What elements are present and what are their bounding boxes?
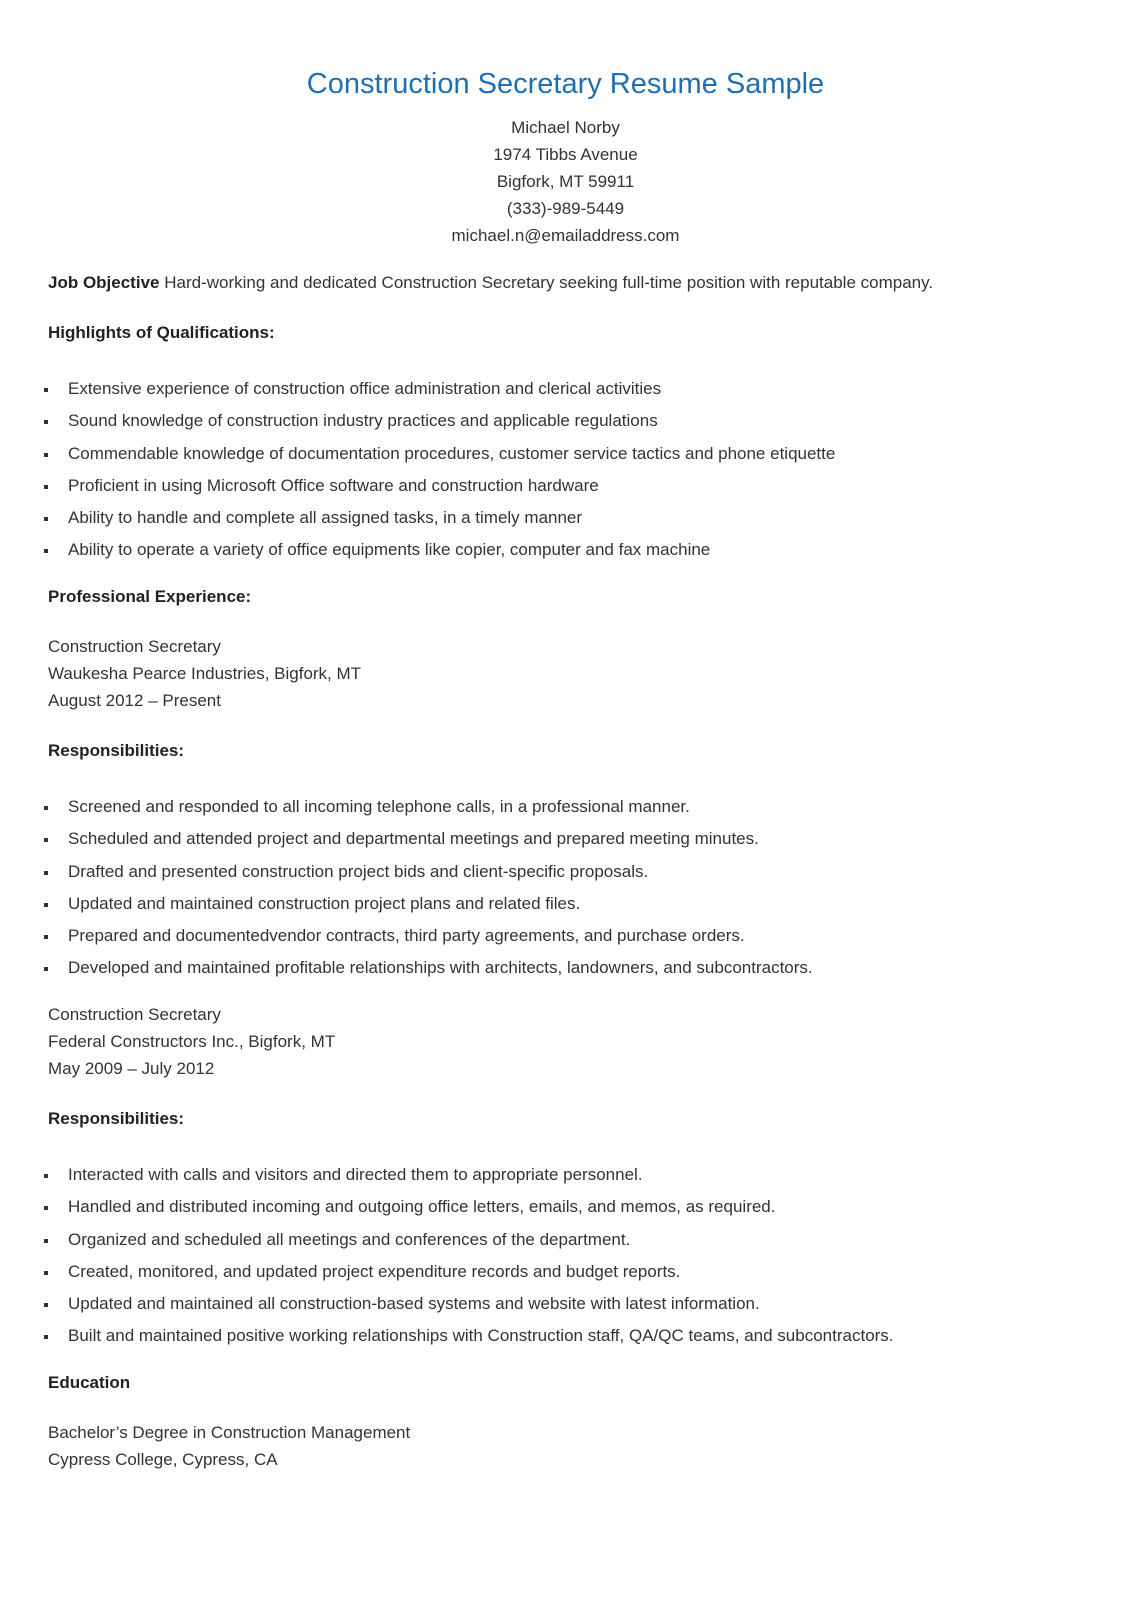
- list-item: Ability to handle and complete all assigned tasks, in a timely manner: [48, 507, 1088, 539]
- highlights-heading: Highlights of Qualifications:: [48, 323, 275, 342]
- job-company: Federal Constructors Inc., Bigfork, MT: [48, 1032, 336, 1051]
- experience-section: [48, 586, 1088, 608]
- list-item: Sound knowledge of construction industry practices and applicable regulations: [48, 410, 1088, 442]
- job-title: Construction Secretary: [48, 1005, 221, 1024]
- list-item: Interacted with calls and visitors and directed them to appropriate personnel.: [48, 1164, 1088, 1196]
- job-2-resp-heading-wrap: [48, 1108, 1088, 1130]
- job-title: Construction Secretary: [48, 637, 221, 656]
- job-dates: May 2009 – July 2012: [48, 1059, 215, 1078]
- contact-street: 1974 Tibbs Avenue: [493, 145, 638, 164]
- list-item: Built and maintained positive working relationships with Construction staff, QA/QC teams, and subcontractors.: [48, 1325, 1088, 1357]
- education-info: [48, 1422, 1088, 1476]
- education-heading: Education: [48, 1373, 131, 1392]
- contact-block: [0, 114, 1131, 249]
- job-1-resp-heading-wrap: [48, 740, 1088, 762]
- contact-city: Bigfork, MT 59911: [496, 172, 635, 191]
- list-item: Ability to operate a variety of office equipments like copier, computer and fax machine: [48, 539, 1088, 571]
- job-dates: August 2012 – Present: [48, 691, 221, 710]
- list-item: Developed and maintained profitable relationships with architects, landowners, and subcontractors.: [48, 957, 1088, 989]
- job-1-info: [48, 636, 1088, 717]
- list-item: Handled and distributed incoming and outgoing office letters, emails, and memos, as required.: [48, 1196, 1088, 1228]
- list-item: Drafted and presented construction project bids and client-specific proposals.: [48, 861, 1088, 893]
- list-item: Commendable knowledge of documentation procedures, customer service tactics and phone etiquette: [48, 443, 1088, 475]
- highlights-list-wrap: [48, 378, 1088, 572]
- education-school: Cypress College, Cypress, CA: [48, 1450, 278, 1469]
- list-item: Scheduled and attended project and departmental meetings and prepared meeting minutes.: [48, 828, 1088, 860]
- list-item: Proficient in using Microsoft Office software and construction hardware: [48, 475, 1088, 507]
- contact-email: michael.n@emailaddress.com: [451, 226, 680, 245]
- objective-text: Hard-working and dedicated Construction Secretary seeking full-time position with reputable company.: [159, 273, 934, 292]
- page-title: Construction Secretary Resume Sample: [306, 68, 825, 100]
- highlights-section: [48, 322, 1088, 344]
- responsibilities-list: [48, 796, 1088, 990]
- contact-name: Michael Norby: [511, 118, 620, 137]
- list-item: Screened and responded to all incoming telephone calls, in a professional manner.: [48, 796, 1088, 828]
- list-item: Organized and scheduled all meetings and conferences of the department.: [48, 1229, 1088, 1261]
- contact-phone: (333)-989-5449: [506, 199, 625, 218]
- job-1-resp-wrap: [48, 796, 1088, 990]
- responsibilities-heading: Responsibilities:: [48, 1109, 185, 1128]
- job-2-resp-wrap: [48, 1164, 1088, 1358]
- objective-label: Job Objective: [48, 273, 160, 292]
- education-degree: Bachelor’s Degree in Construction Management: [48, 1423, 411, 1442]
- list-item: Updated and maintained all construction-based systems and website with latest information.: [48, 1293, 1088, 1325]
- objective-section: [48, 272, 1088, 294]
- list-item: Extensive experience of construction office administration and clerical activities: [48, 378, 1088, 410]
- list-item: Prepared and documentedvendor contracts, third party agreements, and purchase orders.: [48, 925, 1088, 957]
- job-2-info: [48, 1004, 1088, 1085]
- responsibilities-heading: Responsibilities:: [48, 741, 185, 760]
- education-section: [48, 1372, 1088, 1394]
- list-item: Updated and maintained construction project plans and related files.: [48, 893, 1088, 925]
- highlights-list: [48, 378, 1088, 572]
- responsibilities-list: [48, 1164, 1088, 1358]
- experience-heading: Professional Experience:: [48, 587, 252, 606]
- list-item: Created, monitored, and updated project expenditure records and budget reports.: [48, 1261, 1088, 1293]
- job-company: Waukesha Pearce Industries, Bigfork, MT: [48, 664, 362, 683]
